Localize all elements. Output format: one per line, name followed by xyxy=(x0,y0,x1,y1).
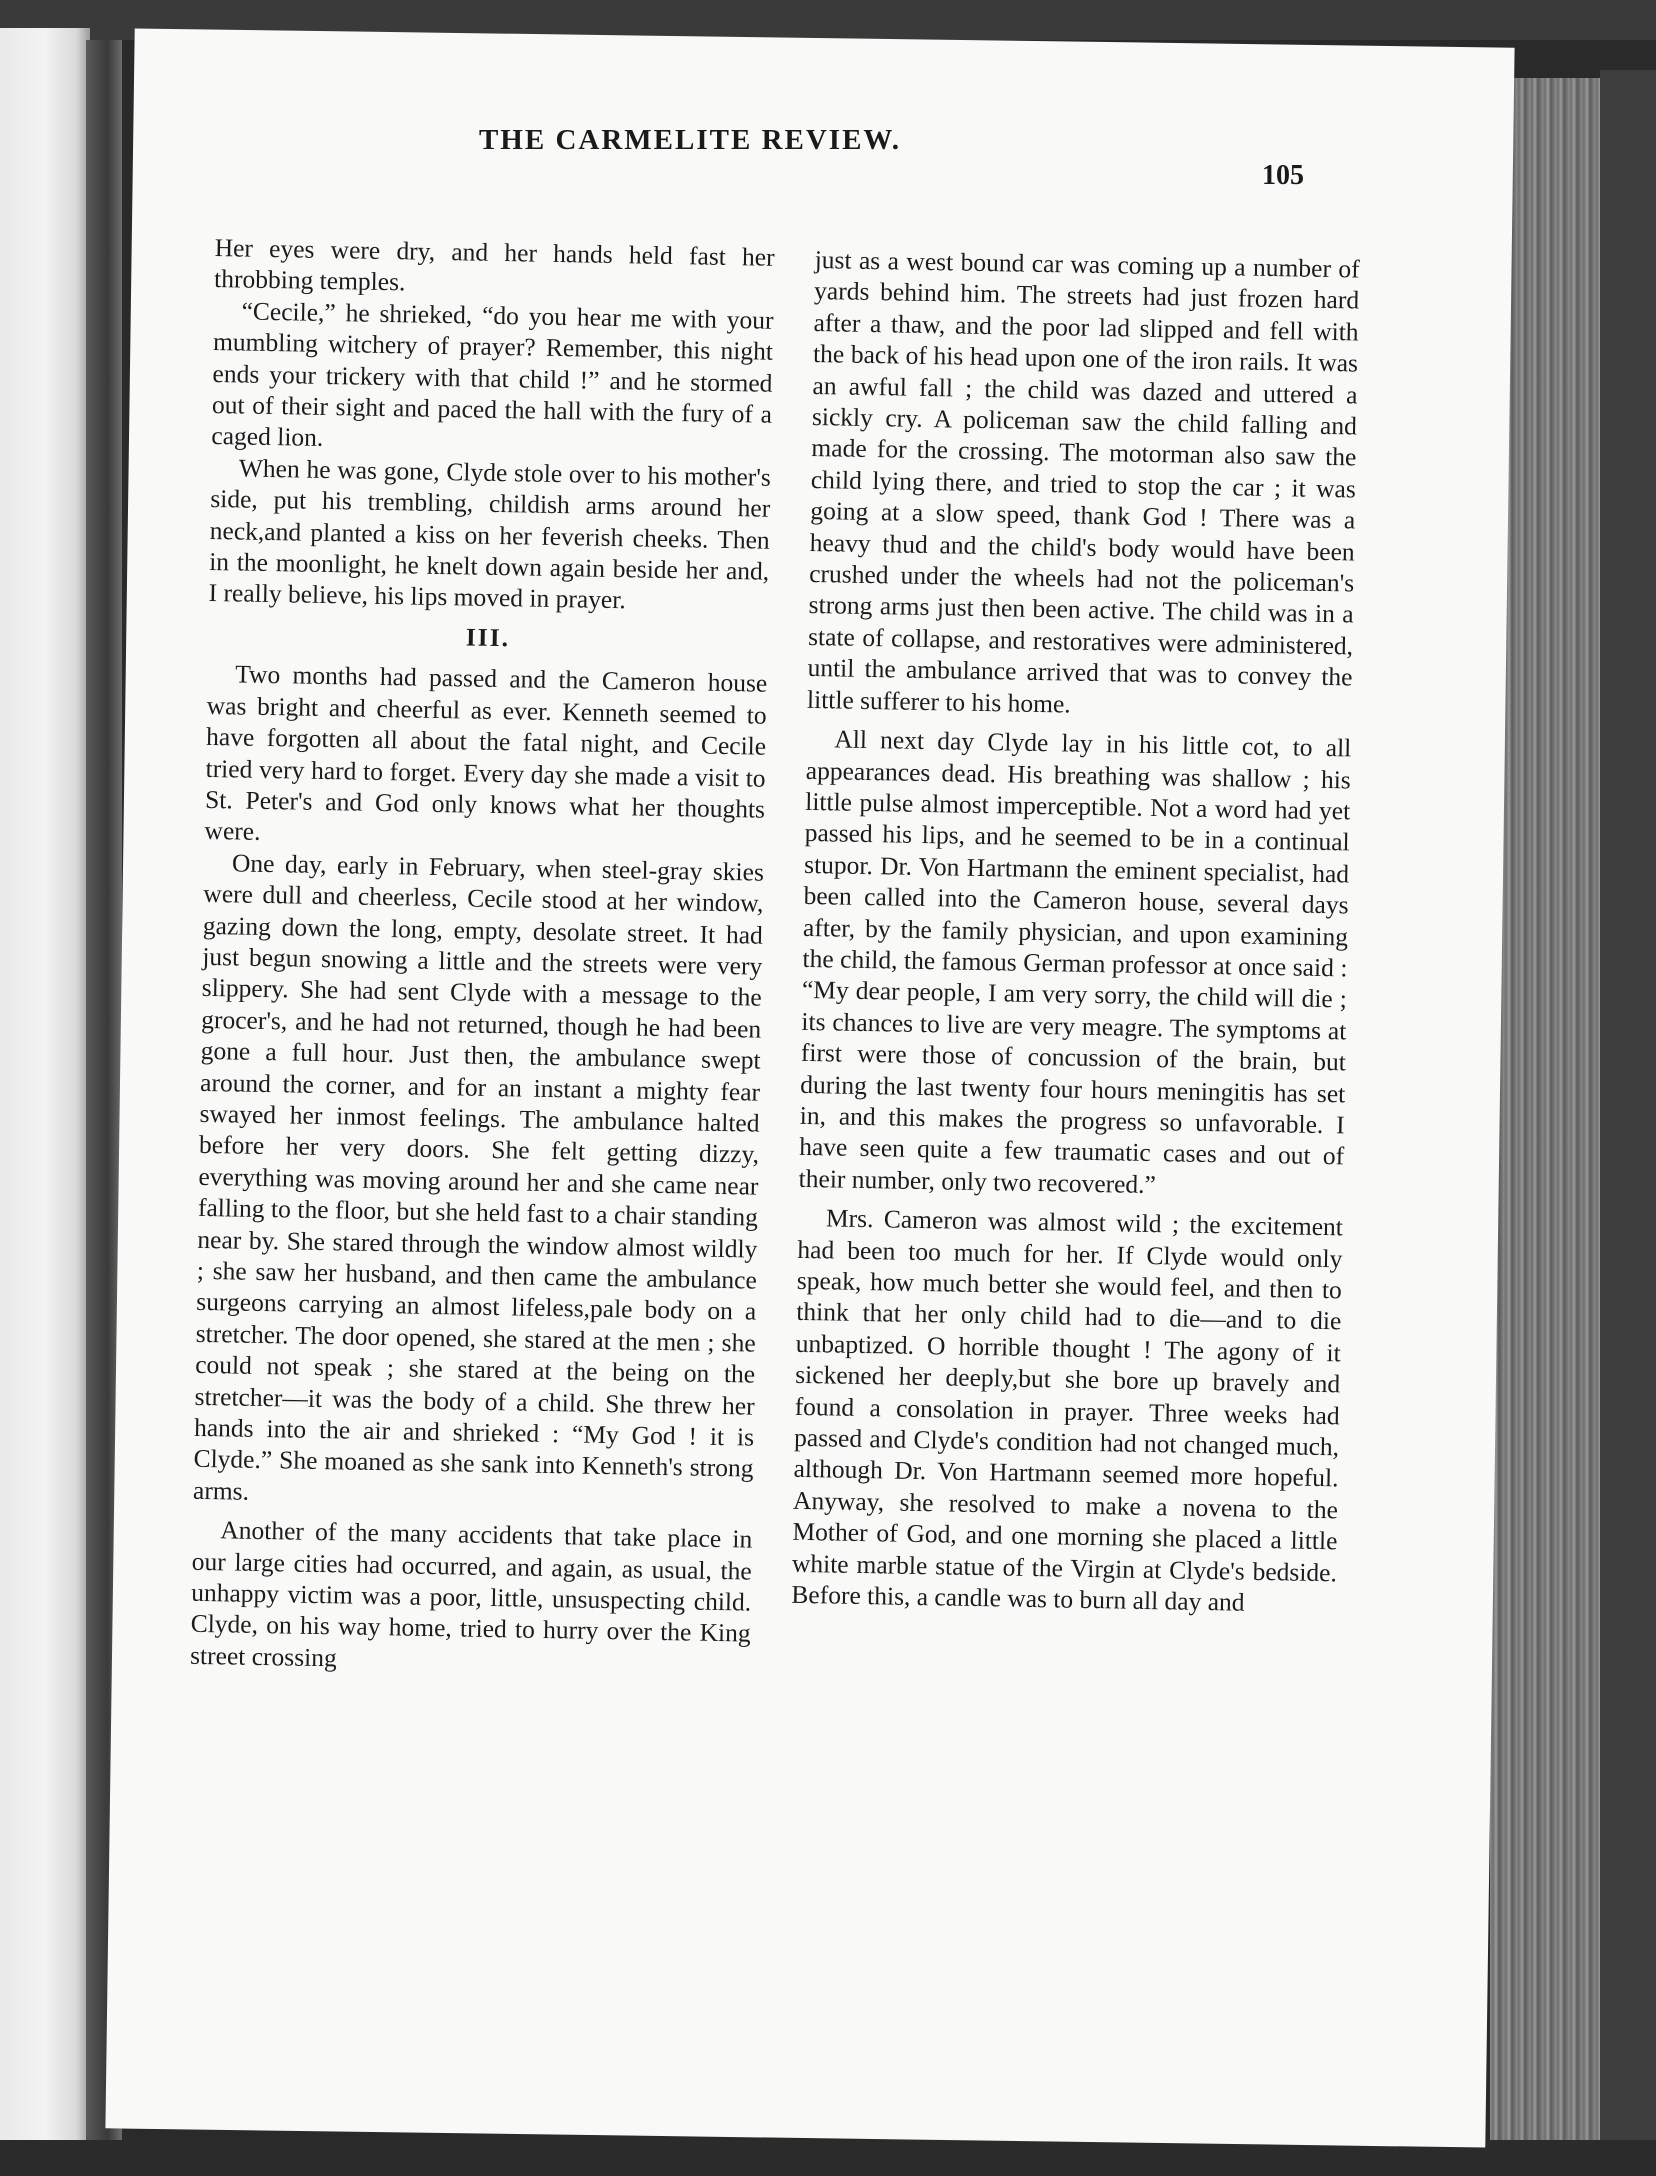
paragraph: just as a west bound car was coming up a number of yards behind him. The streets had just frozen hard after a thaw, and the poor lad slipped and fell with the back of his head upon one of the iron rails. It was an awful fall ; the child was dazed and uttered a sickly cry. A policeman saw the child falling and made for the crossing. The motorman also saw the child lying there, and tried to stop the car ; it was going at a slow speed, thank God ! There was a heavy thud and the child's body would have been crushed under the wheels had not the policeman's strong arms just then been active. The child was in a state of collapse, and restoratives were administered, until the ambulance arrived that was to convey the little sufferer to his home. xyxy=(806,244,1360,719)
page-number: 105 xyxy=(1262,160,1304,191)
paragraph: One day, early in February, when steel-gray skies were dull and cheerless, Cecile stood at her window, gazing down the long, empty, desolate street. It had just begun snowing a little and the streets were very slippery. She had sent Clyde with a message to the grocer's, and he had not returned, though he had been gone a full hour. Just then, the ambulance swept around the corner, and for an instant a mighty fear swayed her inmost feelings. The ambulance halted before her very doors. She felt getting dizzy, everything was moving around her and she came near falling to the floor, but she held fast to a chair standing near by. She stared through the window almost wildly ; she saw her husband, and then came the ambulance surgeons carrying an almost lifeless,pale body on a stretcher. The door opened, she stared at the men ; she could not speak ; she stared at the being on the stretcher—it was the body of a child. She threw her hands into the air and shrieked : “My God ! it is Clyde.” She moaned as she sank into Kenneth's strong arms. xyxy=(192,848,765,1506)
running-header: THE CARMELITE REVIEW. xyxy=(478,124,902,156)
paragraph: Two months had passed and the Cameron house was bright and cheerful as ever. Kenneth seemed to have forgotten all about the fatal night, and Cecile tried very hard to forget. Every day she made a visit to St. Peter's and God only knows what her thoughts were. xyxy=(204,659,768,847)
paragraph: “Cecile,” he shrieked, “do you hear me with your mumbling witchery of prayer? Remember, this night ends your trickery with that child !” and he stormed out of their sight and paced the hall with the fury of a caged lion. xyxy=(211,296,774,453)
paragraph: Mrs. Cameron was almost wild ; the excitement had been too much for her. If Clyde would only speak, how much better she would feel, and then to think that her only child had to die—and to die unbaptized. O horrible thought ! The agony of it sickened her deeply,but she bore up bravely and found a consolation in prayer. Three weeks had passed and Clyde's condition had not changed much, although Dr. Von Hartmann seemed more hopeful. Anyway, she resolved to make a novena to the Mother of God, and one morning she placed a little white marble statue of the Virgin at Clyde's bedside. Before this, a candle was to burn all day and xyxy=(791,1203,1344,1617)
left-text-column xyxy=(190,232,775,1681)
right-text-column xyxy=(791,244,1360,1620)
section-heading: III. xyxy=(465,622,511,653)
paragraph: When he was gone, Clyde stole over to his mother's side, put his trembling, childish arms around her neck,and planted a kiss on her feverish cheeks. Then in the moonlight, he knelt down again beside her and, I really believe, his lips moved in prayer. xyxy=(208,453,772,615)
paragraph: Another of the many accidents that take place in our large cities had occurred, and again, as usual, the unhappy victim was a poor, little, unsuspecting child. Clyde, on his way home, tried to hurry over the King street crossing xyxy=(189,1515,753,1673)
paragraph: Her eyes were dry, and her hands held fast her throbbing temples. xyxy=(213,232,775,297)
book-cover-edge xyxy=(1600,70,1656,2140)
facing-page-edge xyxy=(0,28,90,2140)
paragraph: All next day Clyde lay in his little cot, to all appearances dead. His breathing was shallow ; his little pulse almost imperceptible. Not a word had yet passed his lips, and he seemed to be in a continual stupor. Dr. Von Hartmann the eminent specialist, had been called into the Cameron house, several days after, by the family physician, and upon examining the child, the famous German professor at once said : “My dear people, I am very sorry, the child will die ; its chances to live are very meagre. The symptoms at first were those of concussion of the brain, but during the last twenty four hours meningitis has set in, and this makes the progress so unfavorable. I have seen quite a few traumatic cases and out of their number, only two recovered.” xyxy=(798,724,1352,1199)
